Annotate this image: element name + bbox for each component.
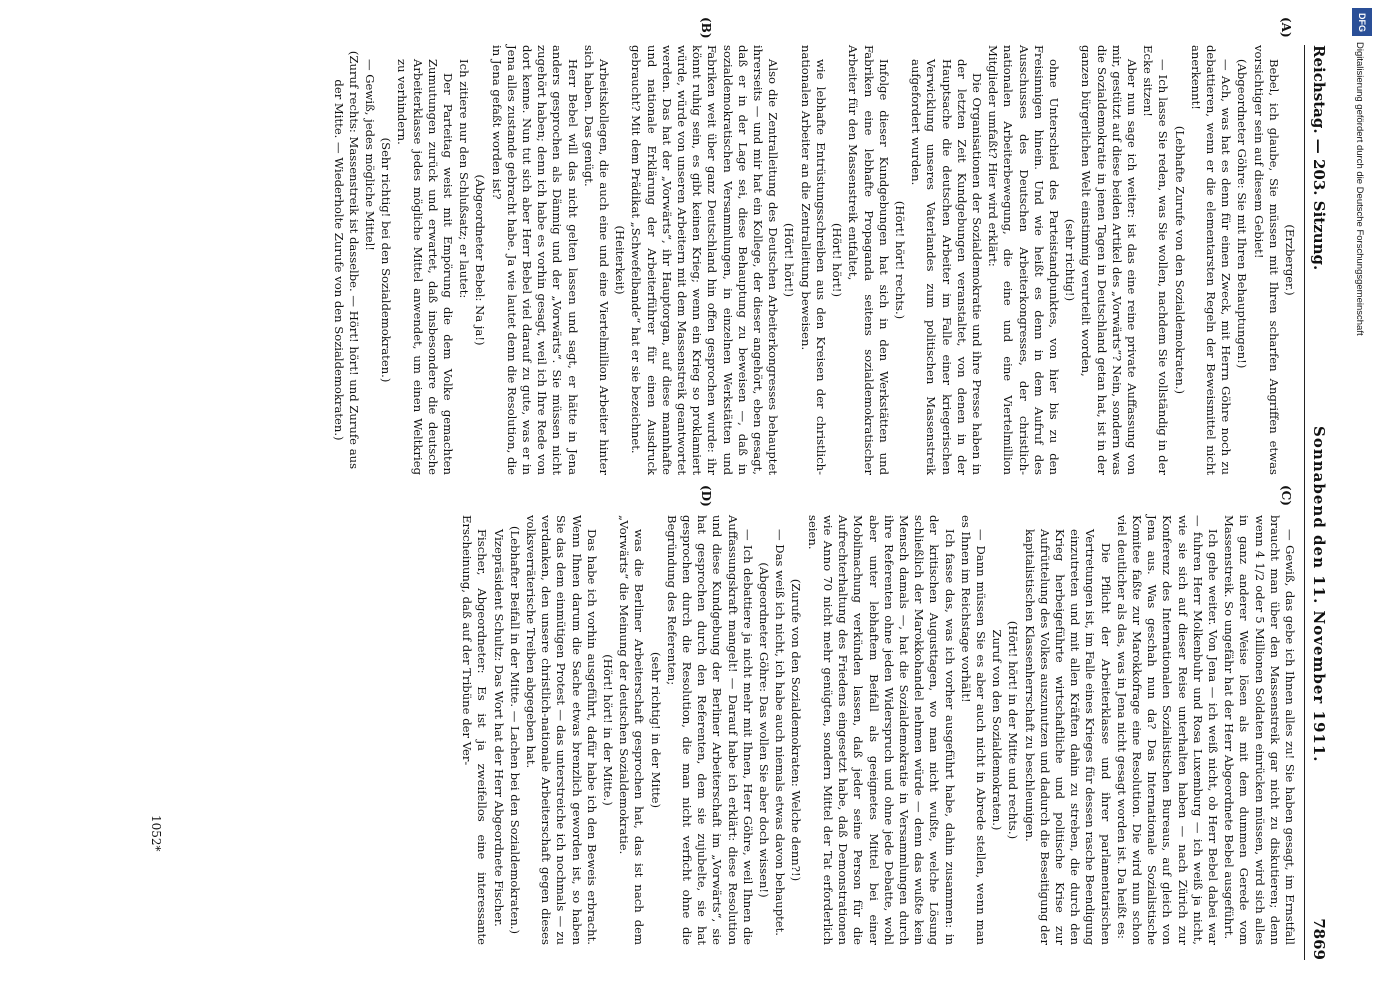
interjection: (Abgeordneter Bebel: Na ja!) xyxy=(473,174,488,346)
interjection: (Hört! hört! rechts.) xyxy=(892,200,907,320)
paragraph: Fischer, Abgeordneter: Es ist ja zweifellos eine interessante Erscheinung, daß auf der Tribüne der Ver- xyxy=(460,515,490,945)
header-date: Sonnabend den 11. November 1911. xyxy=(1310,426,1328,763)
paragraph: Die Organisationen der Sozialdemokratie und ihre Presse haben in der letzten Zeit Kundgebungen veranstaltet, von denen in der Hauptsache die deutschen Arbeiter im Falle einer kriegerischen Verwicklung unseres Vaterlandes zum politischen Massenstreik aufgefordert wurden. xyxy=(909,59,984,475)
margin-marker-a: (A) xyxy=(1279,17,1293,38)
paragraph: — Das weiß ich nicht, ich habe auch niemals etwas davon behauptet. xyxy=(773,529,788,936)
paragraph: Der Parteitag weist mit Empörung die dem Volke gemachten Zumutungen zurück und erwartet, daß insbesondere die deutsche Arbeiterklasse jedes mögliche Mittel anwendet, um einen Weltkrieg zu verhindern. xyxy=(395,59,456,475)
paragraph: Ich zitiere nur den Schlußsatz; er lautet: xyxy=(457,59,472,299)
paragraph: Die Pflicht der Arbeiterklasse und ihrer parlamentarischen Vertretungen ist, im Falle eines Krieges für dessen rasche Beendigung einzutreten und mit allen Kräften dahin zu streben, die durch den Krieg herbeigeführte wirtschaftliche und politische Krise zur Aufrüttelung des Volkes auszunutzen und dadurch die Beseitigung der kapitalistischen Klassenherrschaft zu beschleunigen. xyxy=(1022,529,1113,945)
interjection: (Hört! hört!) xyxy=(830,223,845,297)
right-text-column xyxy=(458,515,1297,945)
interjection: (Hört! hört! in der Mitte und rechts.) xyxy=(1006,620,1021,840)
page-number: 7869 xyxy=(1310,918,1328,960)
margin-marker-c: (C) xyxy=(1279,485,1293,506)
paragraph: Bebel, ich glaube, Sie müssen mit Ihren scharfen Angriffen etwas vorsichtiger sein auf diesem Gebiet! xyxy=(1251,45,1281,475)
paragraph: — Ach, was hat es denn für einen Zweck, mit Herrn Göhre noch zu debattieren, wenn er die elementarsten Regeln der Beweismittel nicht anerkennt! xyxy=(1188,45,1234,475)
interjection: (Sehr richtig! bei den Sozialdemokraten.) xyxy=(379,137,394,383)
rotated-page xyxy=(73,17,1333,960)
paragraph: Aber nun sage ich weiter: ist das eine reine private Auffassung von mir, gestützt auf diese beiden Artikel des „Vorwärts“? Nein, sondern was die Sozialdemokratie in jenen Tagen in Deutschland getan hat, ist in der ganzen bürgerlichen Welt einstimmig verurteilt worden, xyxy=(1079,45,1139,475)
footer-number: 1052* xyxy=(149,815,163,852)
paragraph: Ich fasse das, was ich vorher ausgeführt habe, dahin zusammen: in der kritischen Augusttagen, wo man nicht wußte, welche Lösung schließlich der Marokkohandel nehmen würde — denn das wußte kein Mensch damals —, hat die Sozialdemokratie in Versammlungen durch ihre Referenten ohne jeden Widerspruch und ohne jede Debatte, wohl aber unter lebhaftem Beifall als geeignetes Mittel bei einer Mobilmachung verkünden lassen, daß jeder seine Person für die Aufrechterhaltung des Friedens eingesetzt habe, daß Demonstrationen wie Anno 70 nicht mehr genügten, sondern Mittel der Tat erforderlich seien. xyxy=(805,515,957,945)
paragraph: — Dann müssen Sie es aber auch nicht in Abrede stellen, wenn man es Ihnen im Reichstage vorhält! xyxy=(958,515,988,945)
interjection: (Zuruf rechts: Massenstreik ist dasselbe. — Hört! hört! und Zurufe aus der Mitte. — Wiederholte Zurufe von den Sozialdemokraten.) xyxy=(331,50,361,470)
margin-marker-d: (D) xyxy=(699,485,713,507)
paragraph: was die Berliner Arbeiterschaft gesprochen hat, das ist nach dem „Vorwärts“ die Meinung der deutschen Sozialdemokratie. xyxy=(617,515,647,945)
interjection: (Hört! hört! in der Mitte.) xyxy=(601,654,616,806)
dfg-sidebar xyxy=(1350,8,1374,998)
digitization-note: Digitalisierung gefördert durch die Deutsche Forschungsgemeinschaft xyxy=(1354,42,1365,336)
interjection: (Zurufe von den Sozialdemokraten: Welche denn?!) xyxy=(789,578,804,882)
interjection: (Erzberger.) xyxy=(1283,224,1297,296)
paragraph: Infolge dieser Kundgebungen hat sich in den Werkstätten und Fabriken eine lebhafte Propaganda seitens sozialdemokratischer Arbeiter für den Massenstreik entfaltet, xyxy=(846,45,891,475)
header-left: Reichstag. — 203. Sitzung. xyxy=(1310,45,1328,271)
interjection: (sehr richtig!) xyxy=(1063,218,1078,302)
dfg-logo: DFG xyxy=(1352,8,1372,36)
paragraph: — Gewiß, jedes mögliche Mittel! xyxy=(363,59,378,251)
paragraph: Das habe ich vorhin ausgeführt, dafür habe ich den Beweis erbracht. Wenn Ihnen darum die Sache etwas brenzlich geworden ist, so haben Sie das dem einmütigen Protest — das unterstreiche ich nochmals — zu verdanken, den unsere christlich-nationale Arbeiterschaft gegen dieses volksverräterische Treiben abgegeben hat. xyxy=(524,515,599,945)
interjection: (Hört! hört!) xyxy=(782,223,797,297)
page-header xyxy=(1304,45,1333,960)
paragraph: — Ich debattiere ja nicht mehr mit Ihnen, Herr Göhre, weil Ihnen die Auffassungskraft mangelt! — Darauf habe ich erklärt: diese Resolution und diese Kundgebung der Berliner Arbeiterschaft im „Vorwärts“, sie hat gesprochen durch den Referenten, dem sie zujubelte, sie hat gesprochen durch die Resolution, die man nicht verficht ohne die Begründung des Referenten; xyxy=(664,515,755,945)
paragraph: Herr Bebel will das nicht gelten lassen und sagt, er hätte in Jena anders gesprochen als Dänmig und der „Vorwärts“. Sie müssen nicht zugehört haben; denn ich habe es vorhin gesagt, weil ich Ihre Rede von dort kenne. Nun tut sich aber Herr Bebel viel darauf zu gute, was er in Jena alles zustande gebracht habe. Ja wie lautet denn die Resolution, die in Jena gefaßt worden ist? xyxy=(489,45,580,475)
paragraph: — Gewiß, das gebe ich Ihnen alles zu! Sie haben gesagt, im Ernstfall braucht man über den Massenstreik gar nicht zu diskutieren; denn wenn 4 1/2 oder 5 Millionen Soldaten einrücken müssen, wird sich alles in ganz anderer Weise lösen als mit dem dummen Gerede vom Massenstreik. So ungefähr hat der Herr Abgeordnete Bebel ausgeführt. xyxy=(1222,515,1297,945)
paragraph: wie lebhafte Entrüstungsschreiben aus den Kreisen der christlich-nationalen Arbeiter an die Zentralleitung beweisen. xyxy=(798,45,828,475)
margin-marker-b: (B) xyxy=(699,17,713,39)
interjection: (Abgeordneter Göhre: Das wollen Sie aber doch wissen!) xyxy=(757,562,772,898)
paragraph: Ich gehe weiter. Von Jena — ich weiß nicht, ob Herr Bebel dabei war — fuhren Herr Molkenbuhr und Rosa Luxemburg — ich weiß ja nicht, wie sie sich auf dieser Reise unterhalten haben — nach Zürich zur Konferenz des Internationalen Sozialistischen Bureaus, auf gleich von Jena aus. Was geschah nun da? Das Internationale Sozialistische Komitee faßte zur Marokkofrage eine Resolution. Die wird nun schon viel deutlicher als das, was in Jena nicht gesagt worden ist. Da heißt es: xyxy=(1114,515,1220,945)
interjection: (Heiterkeit) xyxy=(613,225,628,295)
paragraph: ohne Unterschied des Parteistandpunktes, von hier bis zu den Freisinnigen hinein. Und wie heißt es denn in dem Aufruf des Ausschusses des Deutschen Arbeiterkongresses, der christlich-nationalen Arbeiterbewegung, die eine und eine Viertelmillion Mitglieder umfaßt? Hier wird erklärt: xyxy=(986,45,1061,475)
interjection: (sehr richtig! in der Mitte) xyxy=(648,651,663,809)
paragraph: Also die Zentralleitung des Deutschen Arbeiterkongresses behauptet ihrerseits — und mir hat ein Kollege, der dieser angehört, eben gesagt, daß er in der Lage sei, diese Behauptung zu beweisen —, daß in sozialdemokratischen Versammlungen, in einzelnen Werkstätten und Fabriken weit über ganz Deutschland hin offen gesprochen wurde: ihr könnt ruhig sein, es gibt keinen Krieg; wenn ein Krieg so proklamiert würde, würde von unseren Arbeitern mit dem Massenstreik geantwortet werden. Das hat der „Vorwärts“, ihr Hauptorgan, auf diese mannhafte und nationale Erklärung der Arbeiterführer für einen Ausdruck gebraucht? Mit dem Prädikat „Schwefelbande“ hat er sie bezeichnet. xyxy=(629,45,781,475)
paragraph: (Abgeordneter Göhre: Sie mit Ihren Behauptungen!) xyxy=(1235,59,1250,369)
paragraph: Arbeitskollegen, die auch eine und eine Viertelmillion Arbeiter hinter sich haben. Das genügt. xyxy=(581,45,612,475)
paragraph: — Ich lasse Sie reden, was Sie wollen, nachdem Sie vollständig in der Ecke sitzen! xyxy=(1141,45,1171,475)
left-text-column xyxy=(329,45,1297,475)
paragraph: Vizepräsident Schultz: Das Wort hat der Herr Abgeordnete Fischer. xyxy=(491,529,506,927)
interjection: (Lebhafter Beifall in der Mitte. — Lachen bei den Sozialdemokraten.) xyxy=(507,525,522,935)
interjection: Zuruf von den Sozialdemokraten.) xyxy=(990,629,1005,831)
interjection: (Lebhafte Zurufe von den Sozialdemokraten.) xyxy=(1172,125,1187,395)
